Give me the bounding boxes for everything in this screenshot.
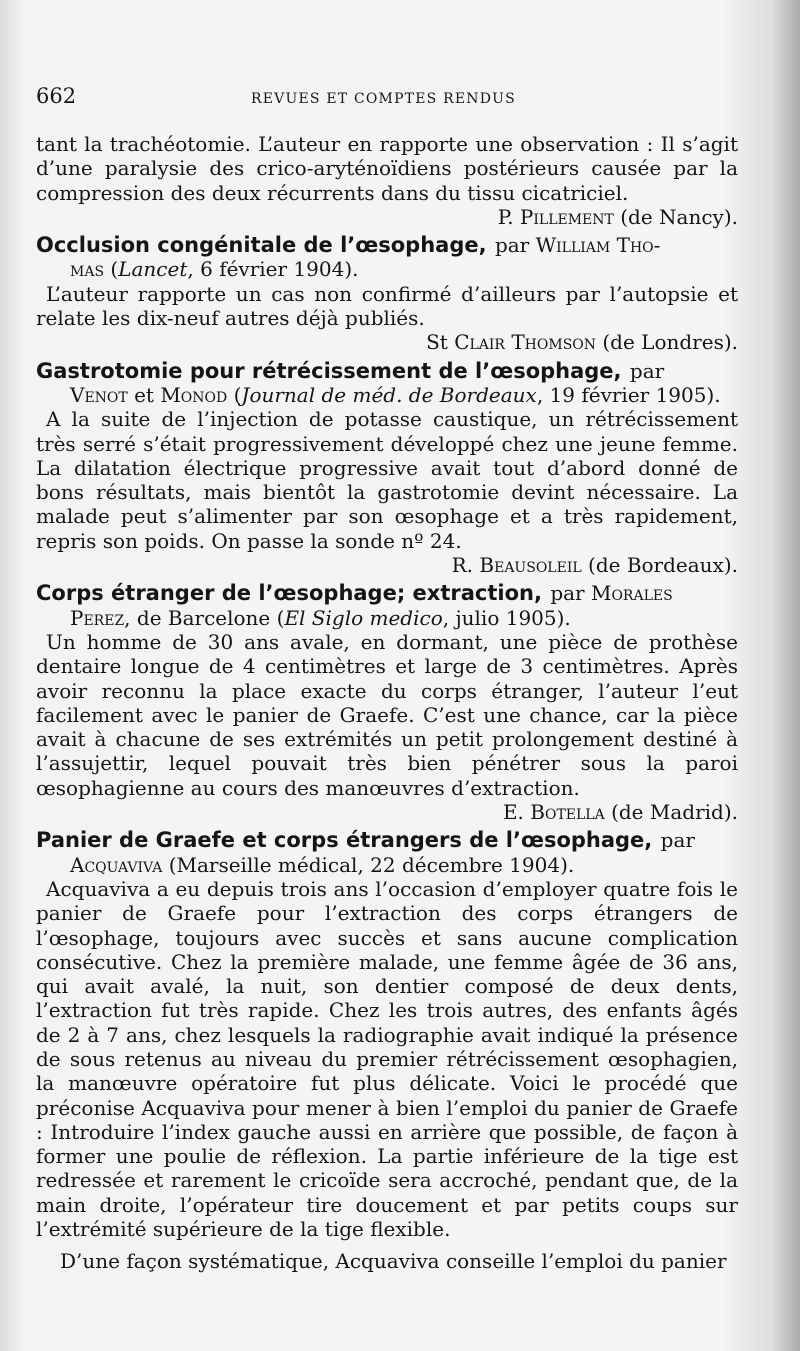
article-body-gastrotomie: A la suite de l’injection de potasse caustique, un rétrécissement très serré s’était progressivement développé chez une jeune femme. La dilatation électrique progressive avait tout d’abord donné de bons résultats, mais bientôt la gastrotomie devint nécessaire. La malade peut s’alimenter par son œsophage et a très rapidement, repris son poids. On passe la sonde nº 24. [36,407,738,553]
signature-beausoleil: R. Beausoleil (de Bordeaux). [451,553,738,578]
article-body-panier-graefe: Acquaviva a eu depuis trois ans l’occasion d’employer quatre fois le panier de Graefe pour l’extraction des corps étrangers de l’œsophage, toujours avec succès et sans aucune complication consécutive. Chez la première malade, une femme âgée de 36 ans, qui avait avalé, la nuit, son dentier composé de deux dents, l’extraction fut très rapide. Chez les trois autres, des enfants âgés de 2 à 7 ans, chez lesquels la radiographie avait indiqué la présence de sous retenus au niveau du premier rétrécissement œsophagien, la manœuvre opératoire fut plus délicate. Voici le procédé que préconise Acquaviva pour mener à bien l’emploi du panier de Graefe : Introduire l’index gauche aussi en arrière que possible, de façon à former une poulie de réflexion. La partie inférieure de la tige est redressée et rarement le cricoïde sera accroché, pendant que, de la main droite, l’opérateur tire doucement et par petits coups sur l’extrémité supérieure de la tige flexible. [36,876,738,1242]
article-title: Occlusion congénitale de l’œsophage, [36,233,487,258]
article-heading-corps-etranger: Corps étranger de l’œsophage; extraction, par Morales Perez, de Barcelone (El Siglo medico, julio 1905). [36,581,673,630]
article-body-panier-graefe-continued: D’une façon systématique, Acquaviva conseille l’emploi du panier [60,1249,727,1274]
running-header [36,84,738,120]
article-heading-panier-graefe: Panier de Graefe et corps étrangers de l’œsophage, par Acquaviva (Marseille médical, 22 décembre 1904). [36,828,695,877]
signature-botella: E. Botella (de Madrid). [502,800,738,825]
paragraph-continuation: tant la trachéotomie. L’auteur en rapporte une observation : Il s’agit d’une paralysie des crico-aryténoïdiens postérieurs causée par la compression des deux récurrents dans du tissu cicatriciel. [36,132,738,205]
signature-thomson: St Clair Thomson (de Londres). [426,330,738,355]
article-body-corps-etranger: Un homme de 30 ans avale, en dormant, une pièce de prothèse dentaire longue de 4 centimètres et large de 3 centimètres. Après avoir reconnu la place exacte du corps étranger, l’auteur l’eut facilement avec le panier de Graefe. C’est une chance, car la pièce avait à chacune de ses extrémités un petit prolongement destiné à l’assujettir, lequel pouvait très bien pénétrer sous la paroi œsophagienne au cours des manœuvres d’extraction. [36,629,738,800]
running-title: REVUES ET COMPTES RENDUS [251,91,516,107]
article-body-occlusion: L’auteur rapporte un cas non confirmé d’ailleurs par l’autopsie et relate les dix-neuf autres déjà publiés. [36,281,738,331]
article-title: Corps étranger de l’œsophage; extraction, [36,581,542,606]
article-heading-occlusion: Occlusion congénitale de l’œsophage, par William Tho- mas (Lancet, 6 février 1904). [36,233,661,282]
signature-pillement: P. Pillement (de Nancy). [497,204,738,229]
page-edge-shadow [772,0,800,1351]
page-number: 662 [36,84,77,108]
article-heading-gastrotomie: Gastrotomie pour rétrécissement de l’œsophage, par Venot et Monod (Journal de méd. de Bordeaux, 19 février 1905). [36,358,721,407]
article-title: Panier de Graefe et corps étrangers de l’œsophage, [36,828,653,853]
article-title: Gastrotomie pour rétrécissement de l’œsophage, [36,358,622,383]
